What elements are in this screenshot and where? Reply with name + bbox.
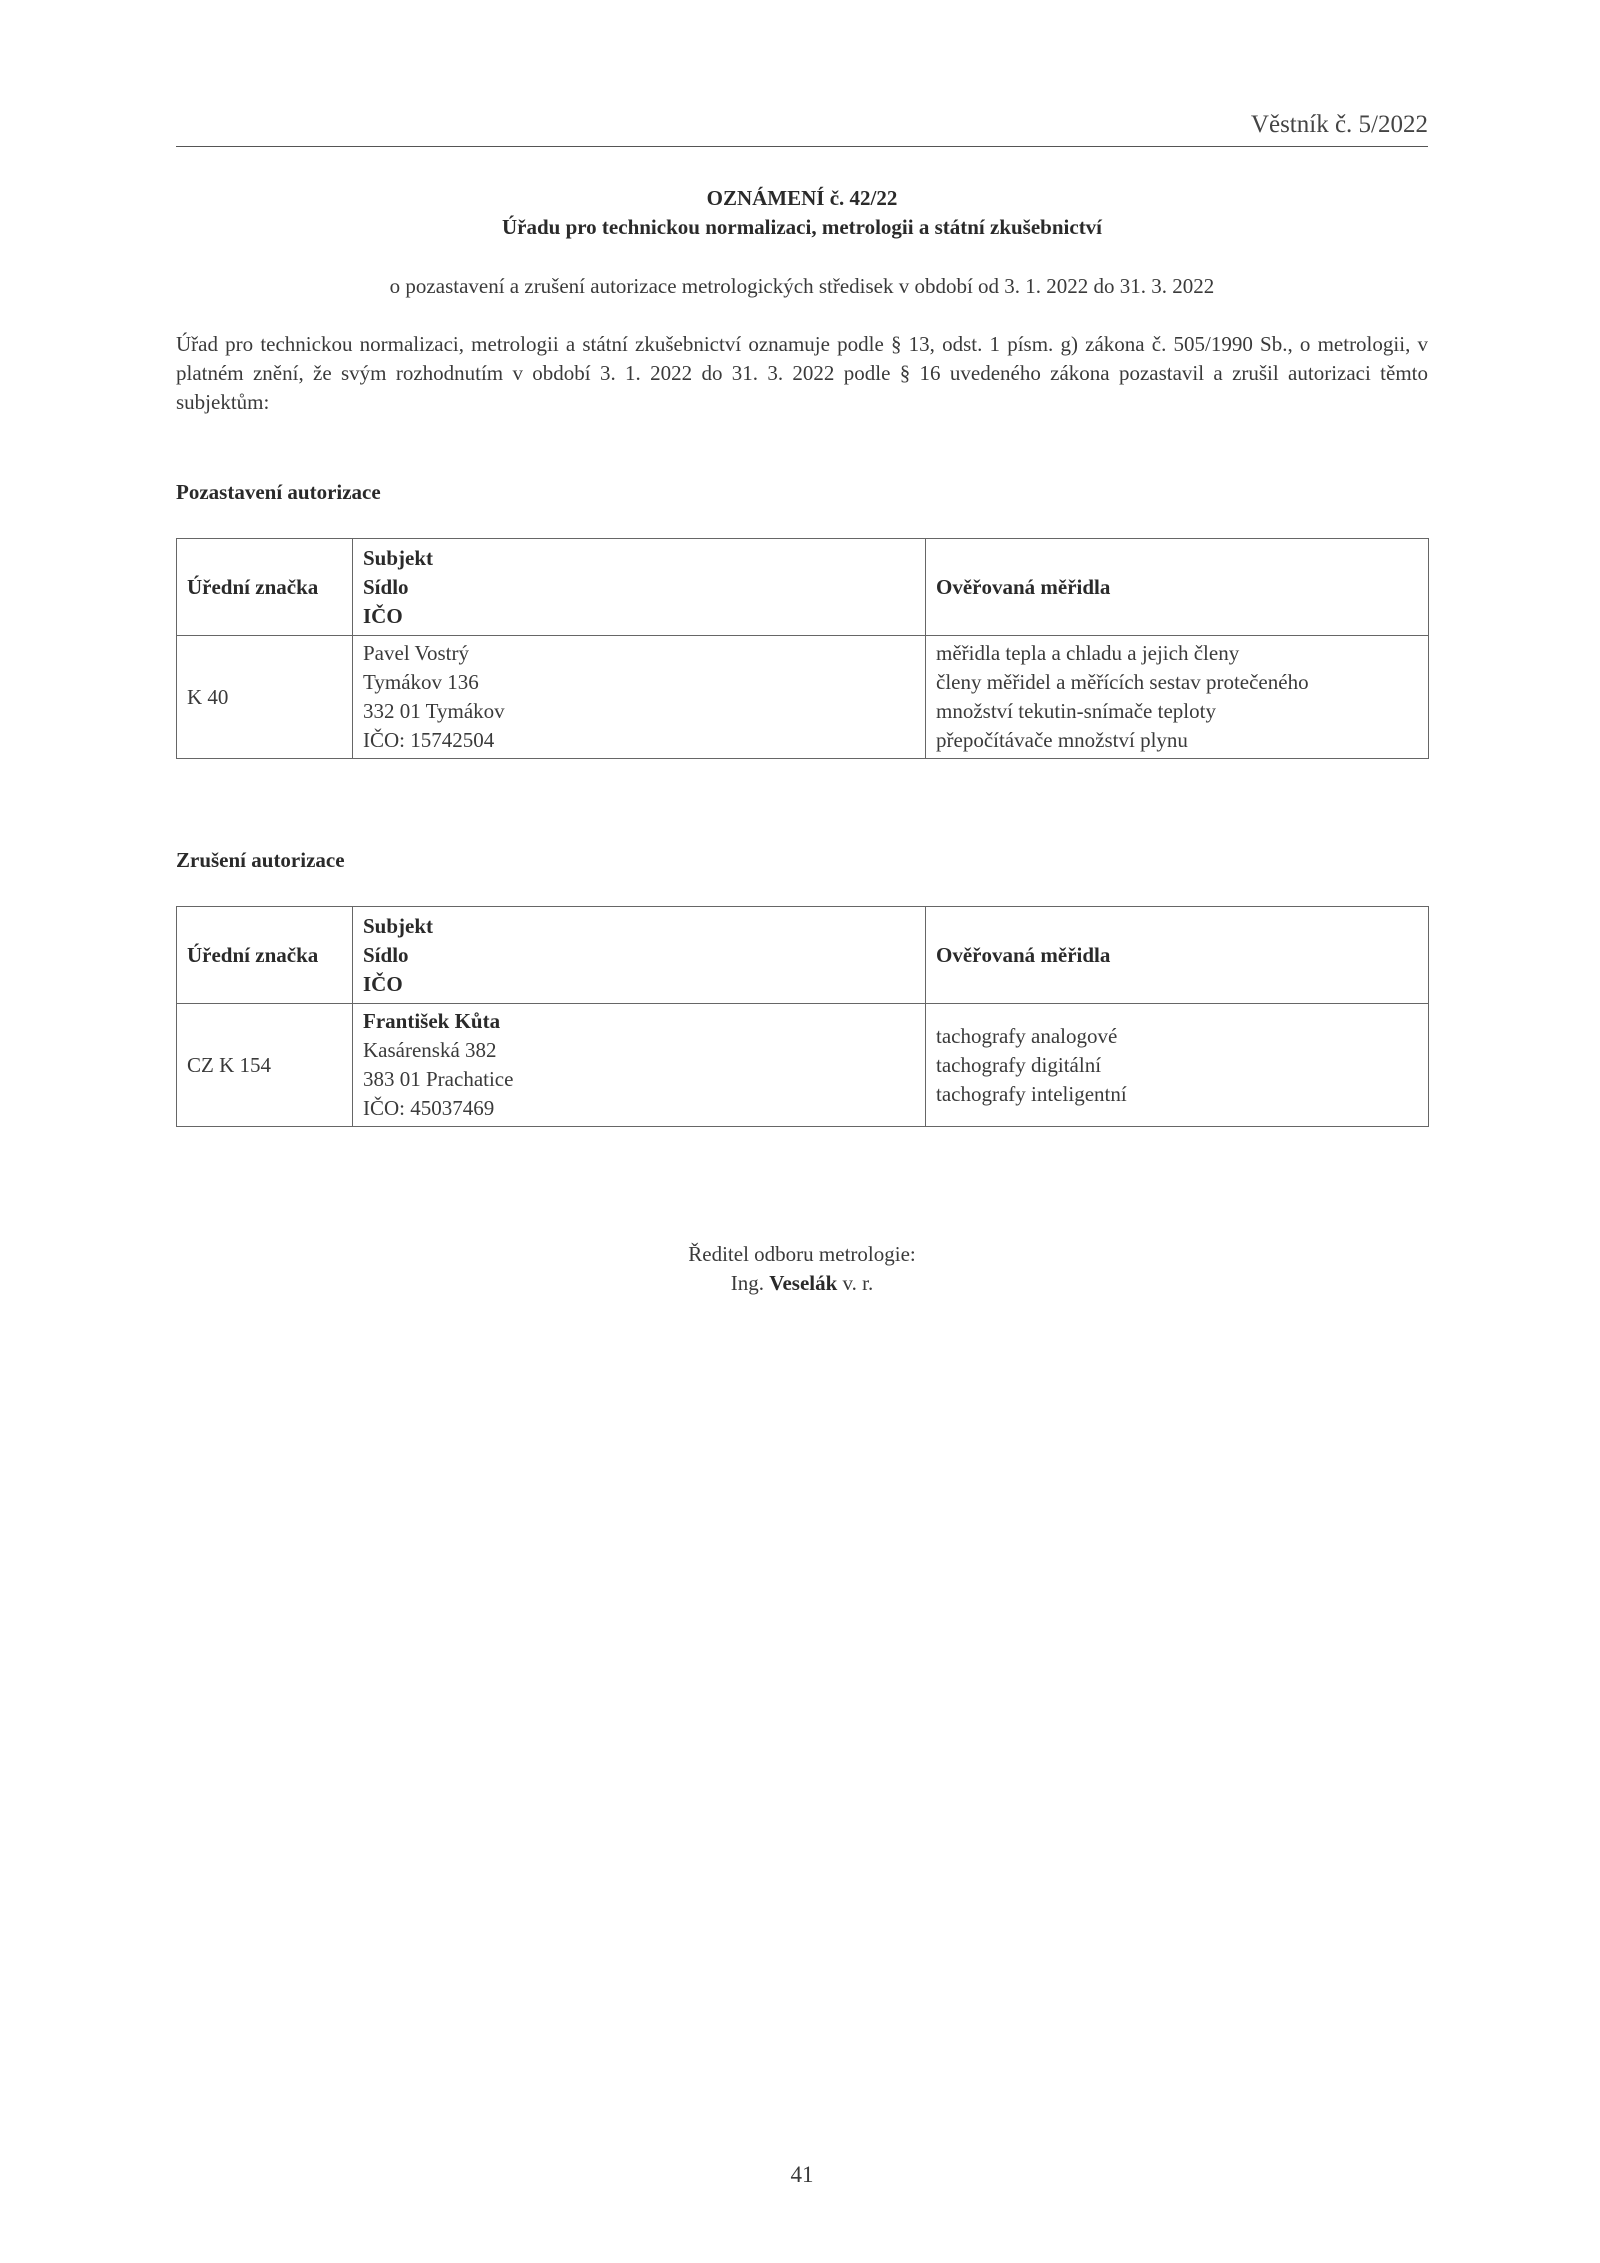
header-ico-line: IČO	[363, 971, 403, 996]
instruments-cell	[926, 636, 1429, 759]
instrument-item: měřidla tepla a chladu a jejich členy	[936, 641, 1240, 665]
subject-city: 332 01 Tymákov	[363, 699, 505, 723]
subject-cell	[353, 1004, 926, 1127]
header-instruments: Ověřovaná měřidla	[926, 539, 1429, 636]
subject-name: František Kůta	[363, 1009, 501, 1033]
signatory-suffix: v. r.	[842, 1271, 874, 1295]
instrument-item: tachografy analogové	[936, 1023, 1118, 1048]
subject-name: Pavel Vostrý	[363, 641, 469, 665]
running-header	[176, 110, 1428, 147]
notice-subject: o pozastavení a zrušení autorizace metrologických středisek v období od 3. 1. 2022 do 31. 3. 2022	[389, 274, 1215, 298]
journal-issue: Věstník č. 5/2022	[1250, 111, 1428, 138]
subject-street: Kasárenská 382	[363, 1038, 497, 1062]
header-subject	[353, 907, 926, 1004]
official-mark: CZ K 154	[177, 1004, 353, 1127]
table-row	[177, 636, 1429, 759]
signatory-surname: Veselák	[769, 1271, 838, 1295]
header-mark: Úřední značka	[177, 907, 353, 1004]
header-ico-line: IČO	[363, 603, 403, 628]
official-mark: K 40	[177, 636, 353, 759]
header-seat-line: Sídlo	[363, 942, 409, 967]
signatory-title: Ing.	[730, 1271, 764, 1295]
header-subject-line: Subjekt	[363, 545, 434, 570]
instrument-item: tachografy digitální	[936, 1052, 1102, 1077]
revocation-heading: Zrušení autorizace	[176, 848, 345, 872]
signatory-name-line	[176, 1269, 1428, 1298]
subject-ico: IČO: 45037469	[363, 1096, 495, 1120]
instrument-item: přepočítávače množství plynu	[936, 728, 1188, 752]
instrument-item: členy měřidel a měřících sestav protečeného	[936, 670, 1309, 694]
notice-intro: Úřad pro technickou normalizaci, metrologii a státní zkušebnictví oznamuje podle § 13, odst. 1 písm. g) zákona č. 505/1990 Sb., o metrologii, v platném znění, že svým rozhodnutím v období 3. 1. 2022 do 31. 3. 2022 podle § 16 uvedeného zákona pozastavil a zrušil autorizaci těmto subjektům:	[176, 332, 1428, 414]
suspension-heading: Pozastavení autorizace	[176, 480, 381, 504]
signatory-role: Ředitel odboru metrologie:	[688, 1242, 916, 1266]
signature-block	[176, 1240, 1428, 1298]
header-subject-line: Subjekt	[363, 913, 434, 938]
notice-issuer: Úřadu pro technickou normalizaci, metrologii a státní zkušebnictví	[501, 215, 1103, 239]
header-subject	[353, 539, 926, 636]
page-number: 41	[790, 2162, 814, 2187]
header-seat-line: Sídlo	[363, 574, 409, 599]
table-header-row	[177, 539, 1429, 636]
instrument-item: tachografy inteligentní	[936, 1081, 1127, 1106]
subject-ico: IČO: 15742504	[363, 728, 495, 752]
header-mark: Úřední značka	[177, 539, 353, 636]
subject-city: 383 01 Prachatice	[363, 1067, 514, 1091]
notice-title: OZNÁMENÍ č. 42/22	[706, 186, 898, 210]
subject-cell	[353, 636, 926, 759]
instrument-item: množství tekutin-snímače teploty	[936, 699, 1216, 723]
table-header-row	[177, 907, 1429, 1004]
revocation-table	[176, 906, 1429, 1127]
subject-street: Tymákov 136	[363, 670, 479, 694]
suspension-table	[176, 538, 1429, 759]
instruments-cell	[926, 1004, 1429, 1127]
header-instruments: Ověřovaná měřidla	[926, 907, 1429, 1004]
table-row	[177, 1004, 1429, 1127]
